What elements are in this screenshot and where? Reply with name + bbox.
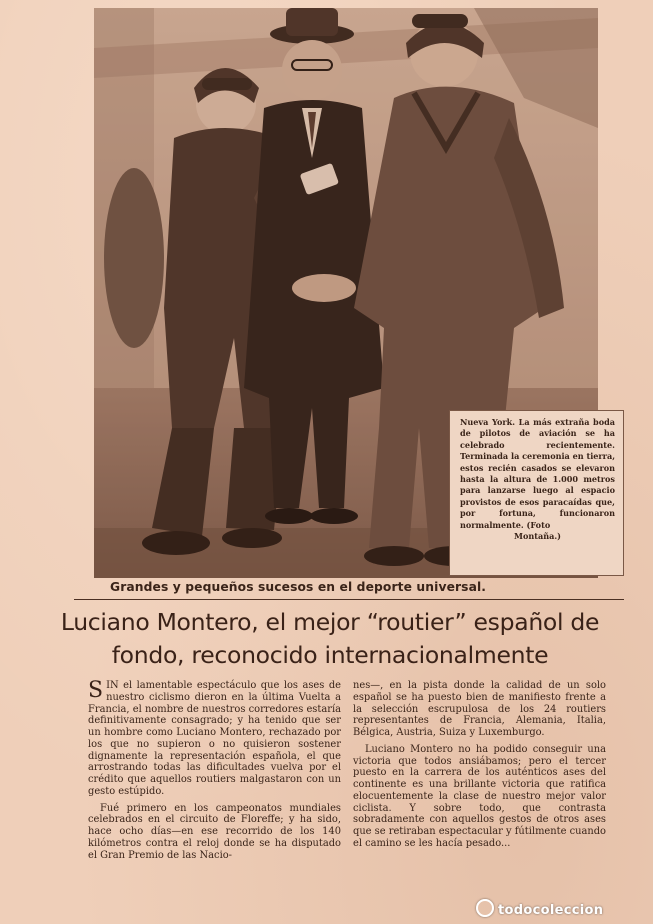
divider-rule xyxy=(74,599,624,600)
article-title-line-2: fondo, reconocido internacionalmente xyxy=(111,641,549,669)
article-body xyxy=(88,680,606,880)
watermark-text: todocoleccion xyxy=(498,903,604,918)
photo-caption-text: Nueva York. La más extraña boda de pilotos de aviación se ha celebrado recientemente. Terminada la ceremonia en tierra, estos recién casados se elevaron hasta la altura de 1.000 metros para lanzarse luego al espacio provistos de esos paracaídas que, por fortuna, funcionaron normalmente. (Foto xyxy=(460,417,616,530)
article-column-1 xyxy=(88,680,341,880)
watermark xyxy=(476,899,603,918)
drop-cap: S xyxy=(88,678,104,703)
article-column-2 xyxy=(353,680,606,880)
article-paragraph: Luciano Montero no ha podido conseguir una victoria que todos ansiábamos; pero el tercer puesto en la carrera de los auténticos ases del continente es una brillante victoria que ratifica elocuentemente la clase de nuestro mejor valor ciclista. Y sobre todo, que contrasta sobradamente con aquellos gestos de otros ases que se retiraban espectacular y fútilmente cuando el camino se les hacía pesado... xyxy=(353,743,606,849)
article-paragraph: SIN el lamentable espectáculo que los ases de nuestro ciclismo dieron en la última Vuelta a Francia, el nombre de nuestros corredores estaría definitivamente consagrado; y ha tenido que ser un hombre como Luciano Montero, rechazado por los que no supieron o no quisieron sostener dignamente la representación española, el que arrostrando todas las dificultades vuelva por el crédito que aquellos routiers malgastaron con un gesto estúpido. xyxy=(88,678,341,797)
photo-caption-signature: Montaña.) xyxy=(513,531,561,542)
section-heading: Grandes y pequeños sucesos en el deporte universal. xyxy=(110,580,487,594)
photo-caption-box xyxy=(449,410,624,576)
watermark-logo-icon xyxy=(476,899,494,917)
article-title-line-1: Luciano Montero, el mejor “routier” español de xyxy=(60,608,600,636)
article-title xyxy=(40,606,620,672)
article-paragraph: nes—, en la pista donde la calidad de un solo español se ha puesto bien de manifiesto frente a la selección escrupulosa de los 24 routiers representantes de Francia, Alemania, Italia, Bélgica, Austria, Suiza y Luxemburgo. xyxy=(353,680,606,738)
article-paragraph: Fué primero en los campeonatos mundiales celebrados en el circuito de Floreffe; y ha sido, hace ocho días—en ese recorrido de los 140 kilómetros contra el reloj donde se ha disputado el Gran Premio de las Nacio- xyxy=(88,802,341,861)
